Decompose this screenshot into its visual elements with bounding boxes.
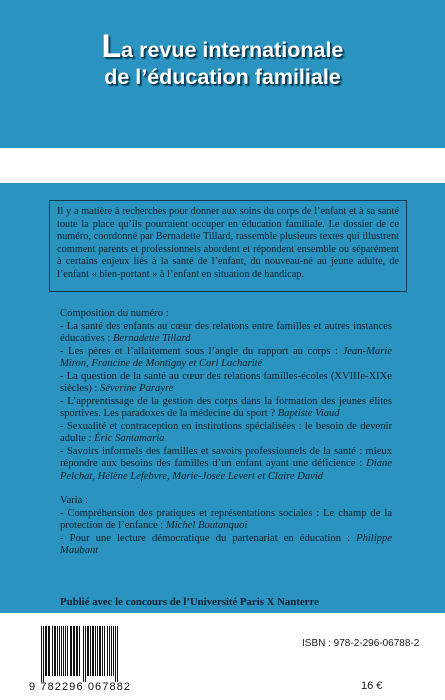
contents-section bbox=[60, 308, 392, 558]
barcode-bar bbox=[73, 626, 75, 676]
barcode-digits: 9 782296 067882 bbox=[29, 681, 132, 693]
composition-item bbox=[60, 396, 392, 421]
barcode-bar bbox=[57, 626, 58, 676]
barcode-bar bbox=[43, 626, 44, 682]
barcode-bar bbox=[97, 626, 98, 676]
varia-item-author: Michel Boutanquoi bbox=[165, 520, 248, 531]
varia-item-author: Philippe Maubant bbox=[60, 532, 392, 556]
composition-item-author: Séverine Parayre bbox=[100, 383, 174, 394]
barcode-bar bbox=[59, 626, 60, 676]
barcode-bar bbox=[85, 626, 86, 682]
barcode-bar bbox=[87, 626, 89, 676]
barcode-bar bbox=[76, 626, 78, 676]
barcode-bar bbox=[48, 626, 50, 676]
composition-item bbox=[60, 346, 392, 371]
varia-list bbox=[60, 508, 392, 558]
composition-list bbox=[60, 321, 392, 484]
composition-item bbox=[60, 421, 392, 446]
barcode-bar bbox=[63, 626, 64, 676]
composition-item-title: - Savoirs informels des familles et savoirs professionnels de la santé : mieux répondre aux besoins des familles d’un enfant ayant une déficience : bbox=[60, 445, 392, 469]
barcode-bar bbox=[61, 626, 62, 676]
varia-heading: Varia : bbox=[60, 495, 88, 506]
barcode-bar bbox=[99, 626, 101, 676]
composition-item-author: Éric Santamaria bbox=[94, 433, 165, 444]
barcode-bar bbox=[41, 626, 42, 682]
composition-item-title: - La question de la santé au cœur des relations familles-écoles (XVIIIe-XIXe siècles) : bbox=[60, 370, 392, 394]
varia-item-title: - Pour une lecture démocratique du partenariat en éducation : bbox=[60, 532, 357, 544]
barcode-bar bbox=[113, 626, 114, 676]
title-line-1 bbox=[0, 28, 445, 64]
barcode-bar bbox=[45, 626, 47, 676]
barcode-bar bbox=[102, 626, 103, 676]
composition-item bbox=[60, 371, 392, 396]
barcode-bar bbox=[111, 626, 112, 676]
title-initial: L bbox=[101, 28, 122, 64]
intro-box: Il y a matière à recherches pour donner aux soins du corps de l’enfant et à sa santé toute la place qu’ils pourraient occuper en éducation familiale. Le dossier de ce numéro, coordonné par Bernadette Tillard, rassemble plusieurs textes qui illustrent comment parents et professionnels abordent et répondent ensemble ou séparément à certains enjeux liés à la santé de l’enfant, du nouveau-né au jeune adulte, de l’enfant « bien-portant » à l’enfant en situation de handicap. bbox=[49, 200, 407, 292]
title-line-1-rest: a revue internationale bbox=[121, 38, 344, 62]
composition-item-author: Baptiste Viaud bbox=[277, 408, 340, 419]
composition-item-author: Diane Pelchat, Hélène Lefebvre, Marie-Josée Levert et Claire David bbox=[60, 458, 392, 482]
composition-item bbox=[60, 446, 392, 484]
varia-item-title: - Compréhension des pratiques et représentations sociales : Le champ de la protection de l’enfance : bbox=[60, 507, 392, 531]
barcode-bar bbox=[54, 626, 56, 676]
barcode-bar bbox=[117, 626, 118, 682]
barcode-bar bbox=[52, 626, 53, 676]
composition-heading: Composition du numéro : bbox=[60, 308, 169, 319]
barcode-bar bbox=[67, 626, 68, 676]
barcode-bar bbox=[115, 626, 116, 682]
barcode-bar bbox=[79, 626, 80, 676]
title-line-2: de l’éducation familiale bbox=[104, 65, 341, 89]
barcode-bar bbox=[90, 626, 91, 676]
journal-title bbox=[0, 28, 445, 91]
composition-item-title: - L’apprentissage de la gestion des corps dans la formation des jeunes élites sportives. Les paradoxes de la médecine du sport ? bbox=[60, 395, 392, 419]
composition-item-title: - La santé des enfants au cœur des relations entre familles et autres instances éducatives : bbox=[60, 320, 392, 344]
barcode-bar bbox=[70, 626, 72, 676]
barcode-bar bbox=[104, 626, 105, 676]
barcode-bars bbox=[39, 626, 163, 682]
publisher-note: Publié avec le concours de l’Université Paris X Nanterre bbox=[60, 596, 319, 608]
barcode-bar bbox=[109, 626, 110, 676]
composition-item-title: - Les pères et l’allaitement sous l’angle du rapport au corps : bbox=[60, 345, 343, 357]
isbn: ISBN : 978-2-296-06788-2 bbox=[302, 638, 420, 649]
composition-item-author: Jean-Marie Miron, Francine de Montigny et Carl Lacharité bbox=[60, 345, 392, 369]
composition-item-title: - Sexualité et contraception en institutions spécialisées : le besoin de devenir adulte : bbox=[60, 420, 392, 444]
barcode-bar bbox=[65, 626, 66, 676]
varia-item bbox=[60, 508, 392, 533]
barcode-bar bbox=[92, 626, 94, 676]
composition-item-author: Bernadette Tillard bbox=[112, 333, 191, 344]
composition-item bbox=[60, 321, 392, 346]
varia-item bbox=[60, 533, 392, 558]
price: 16 € bbox=[361, 680, 383, 692]
barcode bbox=[25, 620, 175, 696]
barcode-bar bbox=[83, 626, 84, 682]
barcode-bar bbox=[107, 626, 108, 676]
barcode-bar bbox=[95, 626, 96, 676]
